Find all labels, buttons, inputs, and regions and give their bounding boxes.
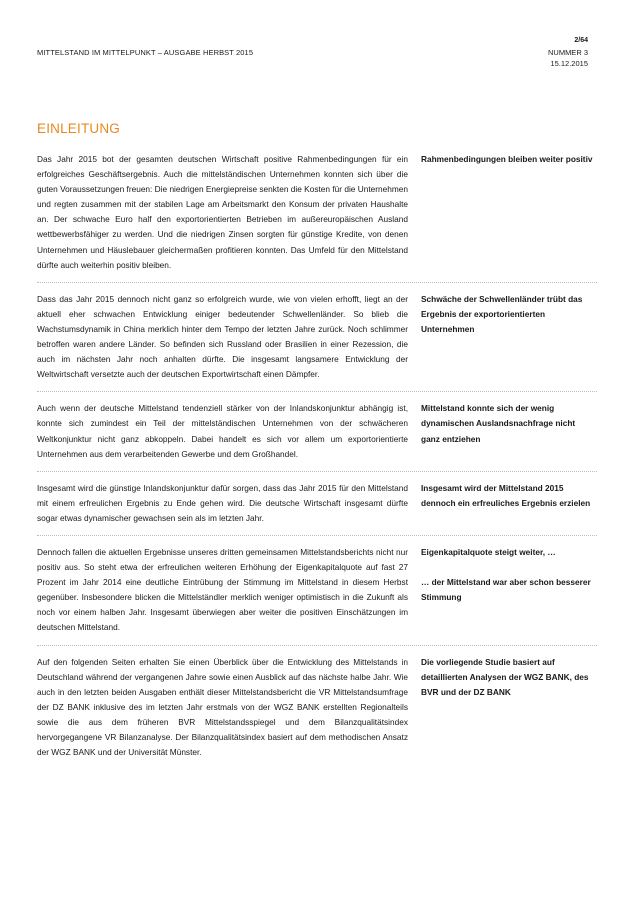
paragraph-row	[37, 545, 597, 646]
paragraph-row	[37, 655, 597, 770]
paragraph-row	[37, 152, 597, 283]
paragraph-text: Das Jahr 2015 bot der gesamten deutschen Wirtschaft positive Rahmenbedingungen für ein erfolgreiches Geschäftsergebnis. Auch die mittelständischen Unternehmen konnten sich über die guten Voraussetzungen freuen: Die niedrigen Energiepreise senkten die Kosten für die Unternehmen und regten zusammen mit der stabilen Lage am Arbeitsmarkt den Konsum der privaten Haushalte an. Der schwache Euro half den exportorientierten Betrieben im außereuropäischen Ausland wettbewerbsfähiger zu werden. Und die niedrigen Zinsen sorgten für günstige Kredite, von denen Unternehmen und Häuslebauer gleichermaßen profitieren konnten. Das Umfeld für den Mittelstand dürfte auch weiterhin positiv bleiben.	[37, 154, 408, 270]
document-title: MITTELSTAND IM MITTELPUNKT – AUSGABE HERBST 2015	[37, 48, 254, 57]
margin-notes	[421, 481, 596, 526]
margin-notes	[421, 401, 596, 461]
paragraph-text: Insgesamt wird die günstige Inlandskonjunktur dafür sorgen, dass das Jahr 2015 für den Mittelstand mit einem erfreulichen Ergebnis zu Ende gehen wird. Die deutsche Wirtschaft insgesamt dürfte sogar etwas dynamischer gewachsen sein als im letzten Jahr.	[37, 482, 408, 523]
margin-note: Eigenkapitalquote steigt weiter, …	[421, 546, 556, 557]
margin-note: Insgesamt wird der Mittelstand 2015 dennoch ein erfreuliches Ergebnis erzielen	[421, 482, 591, 508]
margin-note: Mittelstand konnte sich der wenig dynamischen Auslandsnachfrage nicht ganz entziehen	[421, 403, 576, 444]
page-header	[0, 0, 638, 80]
margin-notes	[421, 292, 596, 383]
paragraph-text: Dennoch fallen die aktuellen Ergebnisse unseres dritten gemeinsamen Mittelstandsberichts nicht nur positiv aus. So steht etwa der erfreulichen weiteren Erhöhung der Eigenkapitalquote auf fast 27 Prozent im Jahr 2014 eine deutliche Eintrübung der Stimmung im Mittelstand in diesem Herbst gegenüber. Insbesondere blicken die Mittelständler merklich weniger optimistisch in die Zukunft als noch vor einem halben Jahr. Insgesamt überwiegen aber weiter die positiven Einschätzungen im deutschen Mittelstand.	[37, 546, 408, 633]
margin-note: Die vorliegende Studie basiert auf detaillierten Analysen der WGZ BANK, des BVR und der DZ BANK	[421, 656, 589, 697]
margin-notes	[421, 152, 596, 273]
section-title: EINLEITUNG	[37, 121, 121, 136]
margin-note: Schwäche der Schwellenländer trübt das Ergebnis der exportorientierten Unternehmen	[421, 293, 583, 334]
paragraph-row	[37, 292, 597, 393]
paragraph-text: Dass das Jahr 2015 dennoch nicht ganz so erfolgreich wurde, wie von vielen erhofft, liegt an der aktuell eher schwachen Entwicklung einiger bedeutender Schwellenländer. So blieb die Wachstumsdynamik in China merklich hinter dem Tempo der letzten Jahre zurück. Noch schlimmer betroffen waren andere Länder. So befinden sich Russland oder Brasilien in einer Rezession, die auch im nächsten Jahr noch anhalten dürfte. Die insgesamt langsamere Entwicklung der Weltwirtschaft versetzte auch der deutschen Exportwirtschaft einen Dämpfer.	[37, 293, 408, 380]
margin-notes	[421, 655, 596, 761]
margin-notes	[421, 545, 596, 636]
margin-note: … der Mittelstand war aber schon besserer Stimmung	[421, 577, 591, 603]
issue-date: 15.12.2015	[550, 59, 588, 68]
issue-number: NUMMER 3	[547, 48, 588, 57]
paragraph-row	[37, 401, 597, 471]
margin-note: Rahmenbedingungen bleiben weiter positiv	[421, 154, 593, 164]
page-number: 2/64	[574, 37, 588, 44]
article-body	[37, 152, 597, 778]
paragraph-text: Auch wenn der deutsche Mittelstand tendenziell stärker von der Inlandskonjunktur abhängig ist, konnte sich zumindest ein Teil der mittelständischen Unternehmen von der schwächeren Weltkonjunktur nicht ganz abkoppeln. Dabei handelt es sich vor allem um exportorientierte Unternehmen aus dem verarbeitenden Gewerbe und dem Großhandel.	[37, 403, 408, 459]
paragraph-text: Auf den folgenden Seiten erhalten Sie einen Überblick über die Entwicklung des Mittelstands in Deutschland während der vergangenen Jahre sowie einen Ausblick auf das nächste halbe Jahr. Wie auch in den letzten beiden Ausgaben enthält dieser Mittelstandsbericht die VR Mittelstandsumfrage der DZ BANK inklusive des im letzten Jahr erstmals von der WGZ BANK erstellten Regionalteils sowie die aus dem früheren BVR Mittelstandsspiegel und dem Bilanzqualitätsindex hervorgegangene VR Bilanzanalyse. Der Bilanzqualitätsindex basiert auf dem methodischen Ansatz der WGZ BANK und der Universität Münster.	[37, 656, 408, 758]
paragraph-row	[37, 481, 597, 536]
